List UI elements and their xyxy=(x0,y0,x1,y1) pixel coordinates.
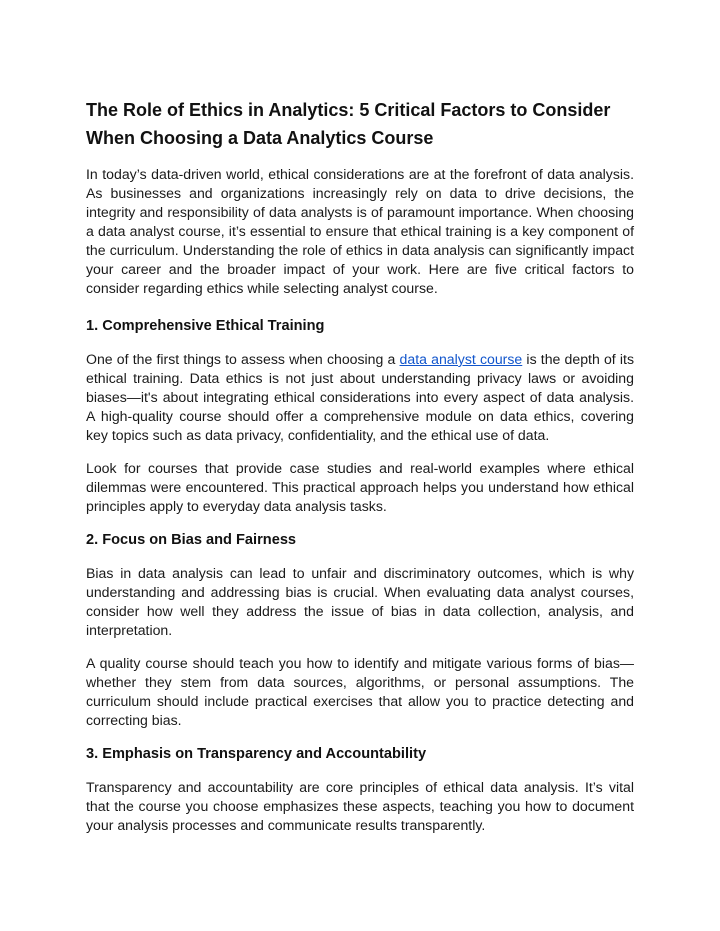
section-paragraph: A quality course should teach you how to identify and mitigate various forms of bias—whether they stem from data sources, algorithms, or personal assumptions. The curriculum should include practical exercises that allow you to practice detecting and correcting bias. xyxy=(86,655,634,728)
section-transparency-and-accountability xyxy=(86,744,634,835)
section-heading: 3. Emphasis on Transparency and Accountability xyxy=(86,746,427,762)
section-bias-and-fairness xyxy=(86,530,634,730)
section-heading: 1. Comprehensive Ethical Training xyxy=(86,318,325,334)
section-paragraph: Look for courses that provide case studies and real-world examples where ethical dilemmas were encountered. This practical approach helps you understand how ethical principles apply to everyday data analysis tasks. xyxy=(86,460,634,514)
section-paragraph: Bias in data analysis can lead to unfair and discriminatory outcomes, which is why understanding and addressing bias is crucial. When evaluating data analyst courses, consider how well they address the issue of bias in data collection, analysis, and interpretation. xyxy=(86,565,634,638)
paragraph-text: One of the first things to assess when choosing a xyxy=(86,351,400,367)
section-paragraph: Transparency and accountability are core principles of ethical data analysis. It’s vital that the course you choose emphasizes these aspects, teaching you how to document your analysis processes and communicate results transparently. xyxy=(86,779,634,833)
document-title: The Role of Ethics in Analytics: 5 Critical Factors to Consider When Choosing a Data Analytics Course xyxy=(86,100,611,148)
data-analyst-course-link[interactable]: data analyst course xyxy=(399,351,523,367)
intro-paragraph: In today’s data-driven world, ethical considerations are at the forefront of data analysis. As businesses and organizations increasingly rely on data to drive decisions, the integrity and responsibility of data analysts is of paramount importance. When choosing a data analyst course, it’s essential to ensure that ethical training is a key component of the curriculum. Understanding the role of ethics in data analysis can significantly impact your career and the broader impact of your work. Here are five critical factors to consider regarding ethics while selecting analyst course. xyxy=(86,166,634,296)
paragraph-text: is the depth of its ethical training. Data ethics is not just about understanding privacy laws or avoiding biases—it's about integrating ethical considerations into every aspect of data analysis. A high-quality course should offer a comprehensive module on data ethics, covering key topics such as data privacy, confidentiality, and the ethical use of data. xyxy=(86,351,634,443)
section-comprehensive-ethical-training xyxy=(86,316,634,516)
section-paragraph xyxy=(86,350,634,445)
section-heading: 2. Focus on Bias and Fairness xyxy=(86,532,297,548)
